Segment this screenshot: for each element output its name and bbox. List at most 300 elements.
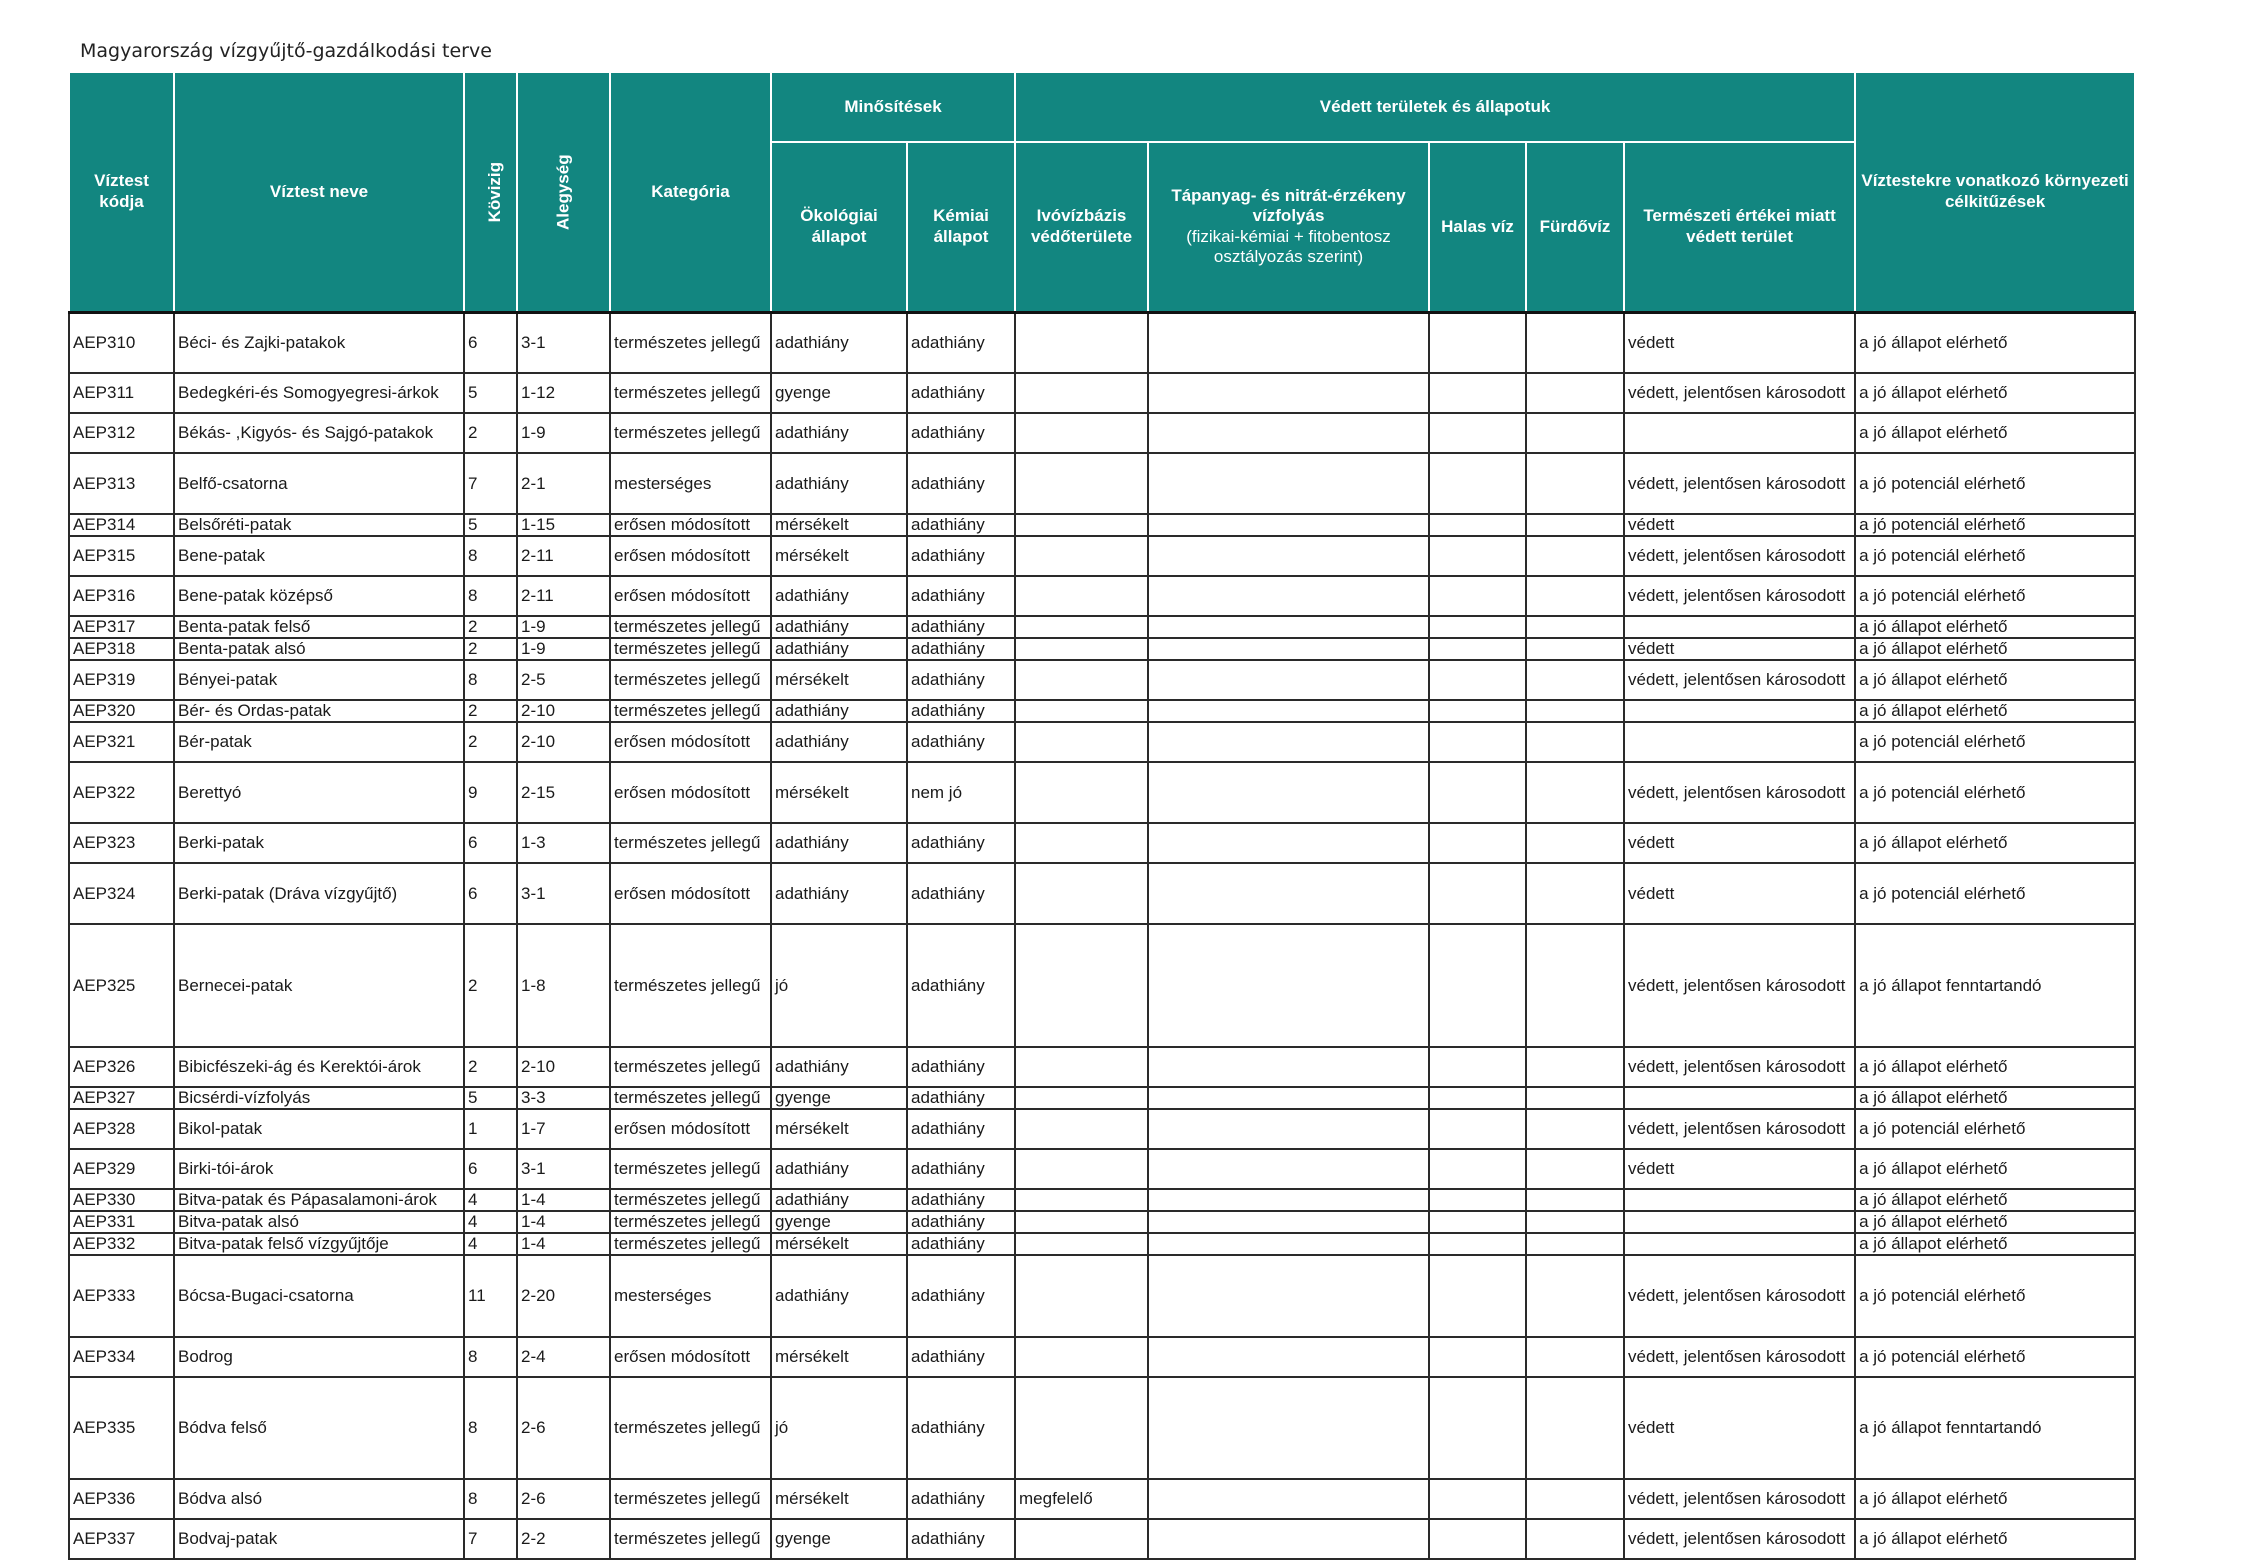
cell-alegyseg: 2-20 [517,1255,610,1337]
cell-tapanyag [1148,700,1429,722]
cell-name: Bódva felső [174,1377,464,1479]
cell-kategoria: természetes jellegű [610,616,771,638]
cell-alegyseg: 3-3 [517,1087,610,1109]
cell-celkituzes: a jó állapot fenntartandó [1855,924,2135,1047]
cell-celkituzes: a jó állapot elérhető [1855,1149,2135,1189]
cell-okologiai: adathiány [771,1255,907,1337]
cell-furdoviz [1526,576,1624,616]
header-celkituzes: Víztestekre vonatkozó környezeti célkitűzések [1855,72,2135,312]
table-row [69,616,2135,638]
cell-alegyseg: 1-15 [517,514,610,536]
cell-okologiai: mérsékelt [771,660,907,700]
cell-halas [1429,312,1526,373]
cell-okologiai: adathiány [771,1047,907,1087]
cell-alegyseg: 3-1 [517,312,610,373]
cell-alegyseg: 1-9 [517,616,610,638]
cell-code: AEP321 [69,722,174,762]
cell-furdoviz [1526,514,1624,536]
cell-furdoviz [1526,1337,1624,1377]
table-row [69,1087,2135,1109]
header-tapanyag-main: Tápanyag- és nitrát-érzékeny vízfolyás [1171,185,1406,226]
cell-okologiai: adathiány [771,453,907,514]
cell-code: AEP325 [69,924,174,1047]
cell-kategoria: természetes jellegű [610,413,771,453]
cell-celkituzes: a jó állapot elérhető [1855,413,2135,453]
table-row [69,1109,2135,1149]
table-row [69,453,2135,514]
cell-ivovizbazis [1015,514,1148,536]
cell-kovizig: 2 [464,413,517,453]
cell-termeszeti [1624,616,1855,638]
cell-halas [1429,536,1526,576]
cell-ivovizbazis [1015,1109,1148,1149]
cell-kategoria: erősen módosított [610,762,771,823]
cell-ivovizbazis [1015,453,1148,514]
table-row [69,1047,2135,1087]
header-kategoria: Kategória [610,72,771,312]
cell-halas [1429,1211,1526,1233]
cell-kemiai: adathiány [907,1149,1015,1189]
cell-okologiai: mérsékelt [771,1479,907,1519]
cell-termeszeti: védett [1624,1149,1855,1189]
table-row [69,1479,2135,1519]
cell-kovizig: 6 [464,823,517,863]
cell-tapanyag [1148,823,1429,863]
cell-furdoviz [1526,1519,1624,1559]
cell-celkituzes: a jó potenciál elérhető [1855,722,2135,762]
cell-name: Békás- ,Kigyós- és Sajgó-patakok [174,413,464,453]
cell-furdoviz [1526,1189,1624,1211]
header-tapanyag-sub: (fizikai-kémiai + fitobentosz osztályozás szerint) [1186,226,1391,267]
cell-termeszeti: védett, jelentősen károsodott [1624,660,1855,700]
header-alegyseg [517,72,610,312]
cell-ivovizbazis [1015,722,1148,762]
cell-kategoria: erősen módosított [610,722,771,762]
cell-tapanyag [1148,312,1429,373]
cell-code: AEP326 [69,1047,174,1087]
cell-alegyseg: 1-4 [517,1233,610,1255]
cell-kategoria: természetes jellegű [610,1519,771,1559]
cell-ivovizbazis [1015,1337,1148,1377]
cell-furdoviz [1526,863,1624,924]
cell-alegyseg: 1-3 [517,823,610,863]
cell-ivovizbazis [1015,660,1148,700]
cell-kovizig: 2 [464,638,517,660]
cell-halas [1429,1519,1526,1559]
cell-kategoria: erősen módosított [610,576,771,616]
cell-celkituzes: a jó állapot elérhető [1855,373,2135,413]
cell-furdoviz [1526,762,1624,823]
cell-code: AEP332 [69,1233,174,1255]
cell-kemiai: adathiány [907,312,1015,373]
table-row [69,1337,2135,1377]
cell-tapanyag [1148,638,1429,660]
table-row [69,1377,2135,1479]
header-termeszeti: Természeti értékei miatt védett terület [1624,142,1855,312]
cell-alegyseg: 2-1 [517,453,610,514]
cell-okologiai: mérsékelt [771,762,907,823]
cell-okologiai: adathiány [771,312,907,373]
cell-ivovizbazis [1015,1233,1148,1255]
cell-alegyseg: 2-10 [517,700,610,722]
cell-tapanyag [1148,924,1429,1047]
cell-termeszeti [1624,1211,1855,1233]
cell-ivovizbazis [1015,1211,1148,1233]
cell-ivovizbazis [1015,373,1148,413]
table-row [69,700,2135,722]
cell-kovizig: 2 [464,1047,517,1087]
cell-alegyseg: 1-8 [517,924,610,1047]
cell-tapanyag [1148,1211,1429,1233]
table-row [69,576,2135,616]
cell-code: AEP320 [69,700,174,722]
cell-kategoria: természetes jellegű [610,1377,771,1479]
cell-ivovizbazis [1015,1377,1148,1479]
cell-tapanyag [1148,1087,1429,1109]
cell-celkituzes: a jó állapot elérhető [1855,1189,2135,1211]
cell-kovizig: 8 [464,536,517,576]
cell-kovizig: 6 [464,1149,517,1189]
cell-celkituzes: a jó potenciál elérhető [1855,514,2135,536]
cell-okologiai: adathiány [771,1149,907,1189]
cell-kovizig: 4 [464,1189,517,1211]
table-row [69,1233,2135,1255]
cell-kemiai: adathiány [907,576,1015,616]
cell-celkituzes: a jó állapot elérhető [1855,823,2135,863]
cell-alegyseg: 3-1 [517,863,610,924]
cell-code: AEP311 [69,373,174,413]
cell-halas [1429,660,1526,700]
cell-kovizig: 9 [464,762,517,823]
cell-celkituzes: a jó állapot elérhető [1855,1047,2135,1087]
cell-kovizig: 8 [464,1479,517,1519]
cell-termeszeti [1624,722,1855,762]
cell-halas [1429,722,1526,762]
cell-code: AEP312 [69,413,174,453]
cell-kategoria: természetes jellegű [610,638,771,660]
cell-ivovizbazis: megfelelő [1015,1479,1148,1519]
cell-kemiai: adathiány [907,1377,1015,1479]
cell-termeszeti: védett [1624,638,1855,660]
cell-name: Bene-patak középső [174,576,464,616]
cell-kovizig: 8 [464,1337,517,1377]
cell-code: AEP335 [69,1377,174,1479]
cell-halas [1429,1479,1526,1519]
cell-alegyseg: 2-5 [517,660,610,700]
cell-termeszeti: védett, jelentősen károsodott [1624,1109,1855,1149]
cell-kemiai: adathiány [907,924,1015,1047]
cell-code: AEP314 [69,514,174,536]
cell-termeszeti [1624,1189,1855,1211]
cell-tapanyag [1148,1149,1429,1189]
cell-kovizig: 7 [464,453,517,514]
cell-name: Bódva alsó [174,1479,464,1519]
cell-halas [1429,1189,1526,1211]
cell-tapanyag [1148,863,1429,924]
cell-code: AEP317 [69,616,174,638]
cell-furdoviz [1526,700,1624,722]
cell-kovizig: 5 [464,1087,517,1109]
cell-tapanyag [1148,1519,1429,1559]
cell-termeszeti: védett, jelentősen károsodott [1624,762,1855,823]
cell-name: Bér- és Ordas-patak [174,700,464,722]
cell-kategoria: erősen módosított [610,863,771,924]
cell-code: AEP318 [69,638,174,660]
cell-halas [1429,413,1526,453]
cell-furdoviz [1526,453,1624,514]
cell-celkituzes: a jó állapot fenntartandó [1855,1377,2135,1479]
cell-kovizig: 8 [464,1377,517,1479]
cell-kemiai: adathiány [907,514,1015,536]
cell-tapanyag [1148,576,1429,616]
cell-kemiai: adathiány [907,638,1015,660]
cell-halas [1429,1337,1526,1377]
cell-termeszeti [1624,1233,1855,1255]
cell-name: Benta-patak felső [174,616,464,638]
cell-kemiai: adathiány [907,863,1015,924]
cell-okologiai: adathiány [771,700,907,722]
cell-ivovizbazis [1015,1255,1148,1337]
cell-kategoria: természetes jellegű [610,700,771,722]
cell-furdoviz [1526,413,1624,453]
cell-kovizig: 6 [464,863,517,924]
cell-tapanyag [1148,616,1429,638]
cell-okologiai: adathiány [771,638,907,660]
cell-furdoviz [1526,1377,1624,1479]
cell-kategoria: természetes jellegű [610,1189,771,1211]
cell-tapanyag [1148,514,1429,536]
cell-kovizig: 2 [464,700,517,722]
cell-alegyseg: 1-9 [517,413,610,453]
cell-kovizig: 2 [464,722,517,762]
cell-alegyseg: 1-9 [517,638,610,660]
cell-halas [1429,453,1526,514]
cell-celkituzes: a jó állapot elérhető [1855,700,2135,722]
cell-tapanyag [1148,762,1429,823]
document-title: Magyarország vízgyűjtő-gazdálkodási terve [80,40,492,62]
cell-okologiai: gyenge [771,1519,907,1559]
cell-halas [1429,863,1526,924]
cell-kemiai: adathiány [907,700,1015,722]
cell-kemiai: adathiány [907,453,1015,514]
cell-celkituzes: a jó állapot elérhető [1855,660,2135,700]
cell-celkituzes: a jó potenciál elérhető [1855,863,2135,924]
cell-furdoviz [1526,1233,1624,1255]
cell-okologiai: jó [771,924,907,1047]
cell-okologiai: adathiány [771,823,907,863]
cell-termeszeti: védett [1624,312,1855,373]
table-row [69,514,2135,536]
cell-kovizig: 2 [464,924,517,1047]
cell-ivovizbazis [1015,1189,1148,1211]
cell-halas [1429,823,1526,863]
header-name: Víztest neve [174,72,464,312]
cell-code: AEP324 [69,863,174,924]
cell-okologiai: mérsékelt [771,536,907,576]
cell-okologiai: adathiány [771,863,907,924]
cell-name: Bodvaj-patak [174,1519,464,1559]
cell-name: Bedegkéri-és Somogyegresi-árkok [174,373,464,413]
cell-termeszeti: védett [1624,823,1855,863]
cell-alegyseg: 2-10 [517,1047,610,1087]
cell-termeszeti: védett, jelentősen károsodott [1624,536,1855,576]
cell-furdoviz [1526,1047,1624,1087]
cell-halas [1429,1109,1526,1149]
table-row [69,413,2135,453]
table-row [69,660,2135,700]
cell-kemiai: adathiány [907,1087,1015,1109]
cell-kemiai: adathiány [907,1233,1015,1255]
cell-halas [1429,700,1526,722]
cell-code: AEP337 [69,1519,174,1559]
cell-alegyseg: 2-11 [517,576,610,616]
table-row [69,1255,2135,1337]
cell-alegyseg: 2-6 [517,1377,610,1479]
cell-kemiai: adathiány [907,1109,1015,1149]
table-row [69,536,2135,576]
cell-name: Berki-patak [174,823,464,863]
cell-ivovizbazis [1015,863,1148,924]
water-body-table [68,71,2136,1560]
cell-termeszeti [1624,700,1855,722]
cell-name: Bernecei-patak [174,924,464,1047]
table-row [69,762,2135,823]
cell-ivovizbazis [1015,823,1148,863]
cell-name: Bicsérdi-vízfolyás [174,1087,464,1109]
cell-ivovizbazis [1015,1519,1148,1559]
cell-celkituzes: a jó potenciál elérhető [1855,1255,2135,1337]
cell-kemiai: adathiány [907,1189,1015,1211]
cell-kategoria: természetes jellegű [610,924,771,1047]
cell-okologiai: gyenge [771,1087,907,1109]
cell-alegyseg: 2-11 [517,536,610,576]
cell-furdoviz [1526,823,1624,863]
cell-code: AEP322 [69,762,174,823]
cell-kategoria: természetes jellegű [610,660,771,700]
cell-termeszeti: védett, jelentősen károsodott [1624,1337,1855,1377]
cell-name: Bócsa-Bugaci-csatorna [174,1255,464,1337]
cell-tapanyag [1148,1255,1429,1337]
cell-termeszeti: védett, jelentősen károsodott [1624,1255,1855,1337]
cell-okologiai: adathiány [771,1189,907,1211]
cell-kemiai: adathiány [907,1255,1015,1337]
cell-furdoviz [1526,1255,1624,1337]
cell-code: AEP316 [69,576,174,616]
cell-celkituzes: a jó állapot elérhető [1855,312,2135,373]
cell-code: AEP333 [69,1255,174,1337]
cell-furdoviz [1526,616,1624,638]
cell-alegyseg: 2-2 [517,1519,610,1559]
cell-kemiai: adathiány [907,536,1015,576]
cell-name: Belsőréti-patak [174,514,464,536]
cell-ivovizbazis [1015,413,1148,453]
cell-furdoviz [1526,660,1624,700]
cell-alegyseg: 1-4 [517,1211,610,1233]
cell-celkituzes: a jó potenciál elérhető [1855,1109,2135,1149]
cell-okologiai: jó [771,1377,907,1479]
header-furdoviz: Fürdővíz [1526,142,1624,312]
cell-ivovizbazis [1015,924,1148,1047]
cell-code: AEP315 [69,536,174,576]
cell-ivovizbazis [1015,312,1148,373]
cell-ivovizbazis [1015,700,1148,722]
table-row [69,1149,2135,1189]
cell-kemiai: adathiány [907,413,1015,453]
cell-kovizig: 8 [464,576,517,616]
cell-kemiai: adathiány [907,1211,1015,1233]
cell-name: Bene-patak [174,536,464,576]
cell-okologiai: adathiány [771,616,907,638]
cell-tapanyag [1148,660,1429,700]
cell-name: Benta-patak alsó [174,638,464,660]
cell-kovizig: 11 [464,1255,517,1337]
cell-celkituzes: a jó állapot elérhető [1855,1233,2135,1255]
cell-halas [1429,1047,1526,1087]
cell-kemiai: adathiány [907,722,1015,762]
cell-halas [1429,1377,1526,1479]
cell-okologiai: adathiány [771,576,907,616]
cell-ivovizbazis [1015,762,1148,823]
cell-celkituzes: a jó állapot elérhető [1855,1479,2135,1519]
cell-furdoviz [1526,1149,1624,1189]
cell-kovizig: 5 [464,514,517,536]
cell-kovizig: 5 [464,373,517,413]
cell-halas [1429,576,1526,616]
cell-kategoria: természetes jellegű [610,312,771,373]
cell-name: Bibicfészeki-ág és Kerektói-árok [174,1047,464,1087]
cell-kemiai: adathiány [907,616,1015,638]
cell-furdoviz [1526,373,1624,413]
cell-name: Bikol-patak [174,1109,464,1149]
cell-kemiai: nem jó [907,762,1015,823]
cell-termeszeti: védett [1624,1377,1855,1479]
cell-alegyseg: 2-10 [517,722,610,762]
cell-kategoria: természetes jellegű [610,1479,771,1519]
cell-furdoviz [1526,536,1624,576]
cell-ivovizbazis [1015,576,1148,616]
cell-termeszeti: védett, jelentősen károsodott [1624,1047,1855,1087]
table-row [69,638,2135,660]
header-halas: Halas víz [1429,142,1526,312]
header-minositesek: Minősítések [771,72,1015,142]
cell-furdoviz [1526,1087,1624,1109]
cell-code: AEP327 [69,1087,174,1109]
table-row [69,823,2135,863]
header-code: Víztest kódja [69,72,174,312]
cell-kategoria: természetes jellegű [610,1047,771,1087]
cell-kovizig: 6 [464,312,517,373]
cell-furdoviz [1526,638,1624,660]
cell-kovizig: 2 [464,616,517,638]
table-row [69,1189,2135,1211]
cell-kovizig: 8 [464,660,517,700]
cell-okologiai: mérsékelt [771,514,907,536]
cell-tapanyag [1148,1377,1429,1479]
cell-tapanyag [1148,722,1429,762]
header-kovizig [464,72,517,312]
cell-celkituzes: a jó állapot elérhető [1855,638,2135,660]
cell-name: Bitva-patak felső vízgyűjtője [174,1233,464,1255]
cell-halas [1429,924,1526,1047]
cell-termeszeti: védett, jelentősen károsodott [1624,1519,1855,1559]
cell-termeszeti: védett, jelentősen károsodott [1624,453,1855,514]
cell-kategoria: természetes jellegű [610,373,771,413]
cell-kovizig: 7 [464,1519,517,1559]
cell-ivovizbazis [1015,1047,1148,1087]
cell-okologiai: mérsékelt [771,1109,907,1149]
cell-kategoria: természetes jellegű [610,1233,771,1255]
cell-alegyseg: 2-15 [517,762,610,823]
